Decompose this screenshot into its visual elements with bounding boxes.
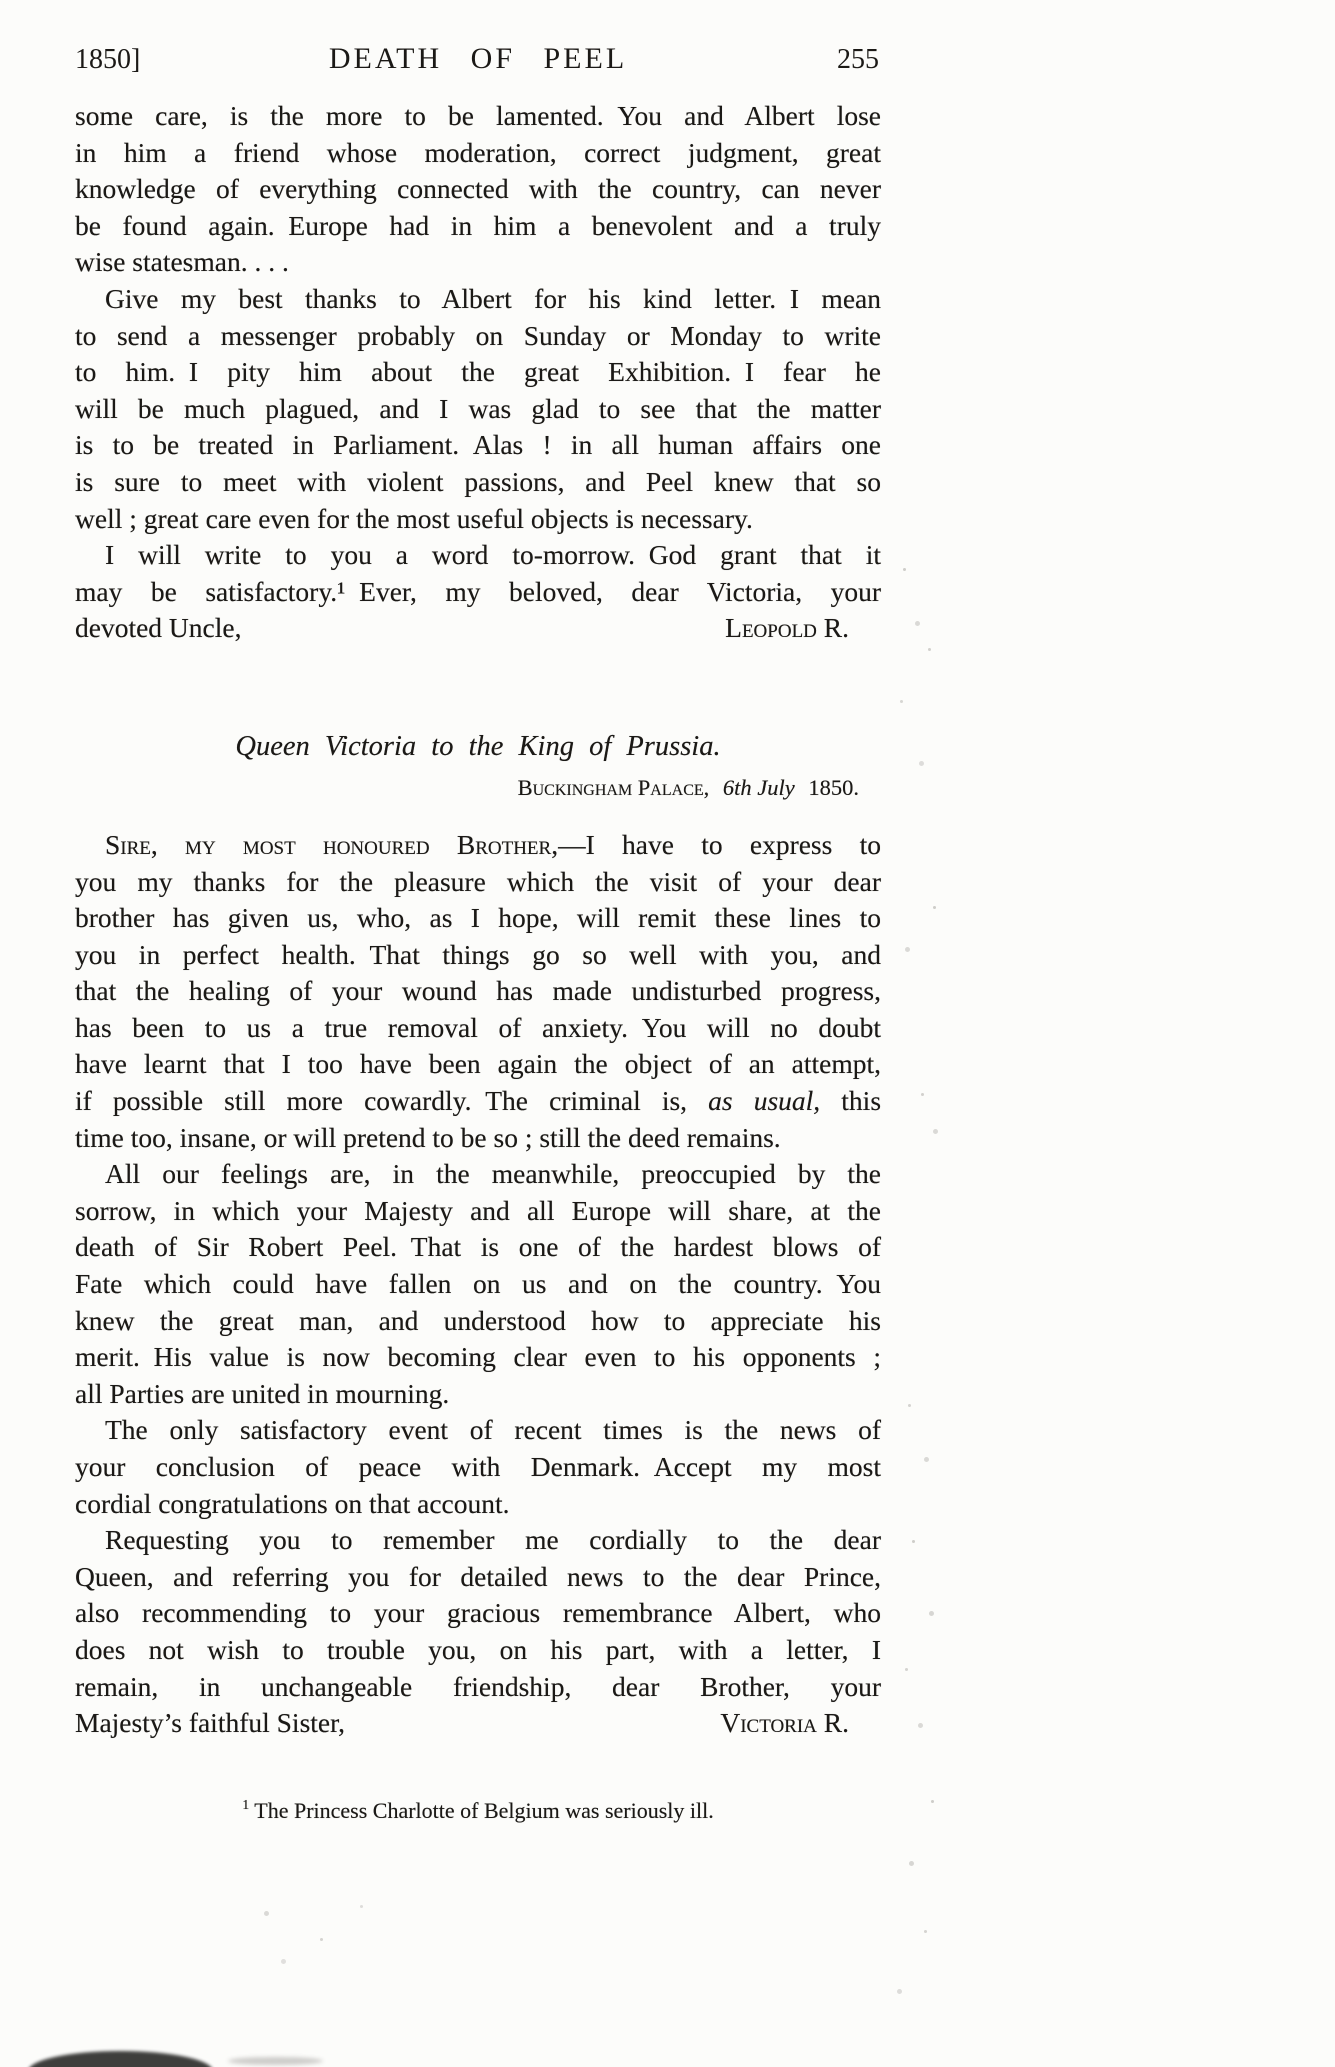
closing-line: Majesty’s faithful Sister,: [75, 1707, 346, 1739]
dateline: [75, 775, 881, 801]
text-line: Fate which could have fallen on us and on the country. You: [75, 1268, 881, 1300]
text-line: also recommending to your gracious remembrance Albert, who: [75, 1597, 881, 1629]
text-line: will be much plagued, and I was glad to see that the matter: [75, 392, 881, 424]
text-line: is sure to meet with violent passions, and Peel knew that so: [75, 465, 881, 497]
text-line: all Parties are united in mourning.: [75, 1377, 450, 1409]
text-line: you my thanks for the pleasure which the visit of your dear: [75, 865, 881, 897]
text-line: you in perfect health. That things go so well with you, and: [75, 938, 881, 970]
footnote: [75, 1798, 881, 1824]
text-segment: if possible still more cowardly. The criminal is,: [75, 1085, 709, 1117]
footnote-marker: 1: [242, 1798, 250, 1814]
text-line: in him a friend whose moderation, correct judgment, great: [75, 136, 881, 168]
letter-heading: Queen Victoria to the King of Prussia.: [235, 730, 721, 762]
page-body: [75, 98, 881, 1824]
text-line: Queen, and referring you for detailed news to the dear Prince,: [75, 1560, 881, 1592]
text-line: be found again. Europe had in him a benevolent and a truly: [75, 209, 881, 241]
paragraph: [75, 98, 881, 281]
text-line: does not wish to trouble you, on his part, with a letter, I: [75, 1633, 881, 1665]
text-line: have learnt that I too have been again the object of an attempt,: [75, 1048, 881, 1080]
paragraph: [75, 537, 881, 647]
text-line: The only satisfactory event of recent times is the news of: [105, 1414, 881, 1446]
text-line: well ; great care even for the most useful objects is necessary.: [75, 502, 753, 534]
text-line: to him. I pity him about the great Exhibition. I fear he: [75, 356, 881, 388]
paragraph: [75, 1412, 881, 1522]
text-line: has been to us a true removal of anxiety. You will no doubt: [75, 1011, 881, 1043]
dateline-place: Buckingham Palace,: [517, 774, 710, 800]
text-segment: Victoria R.: [720, 1707, 849, 1739]
text-segment: —I have to express to: [558, 828, 881, 860]
text-line: your conclusion of peace with Denmark. Accept my most: [75, 1451, 881, 1482]
text-line: time too, insane, or will pretend to be so ; still the deed remains.: [75, 1121, 781, 1153]
paragraph: [75, 827, 881, 1156]
scan-smudge-bottom: [28, 2051, 213, 2067]
text-line: sorrow, in which your Majesty and all Europe will share, at the: [75, 1194, 881, 1226]
signature: [720, 1705, 849, 1742]
letter-king-leopold: [75, 98, 881, 647]
letter-queen-victoria: [75, 827, 881, 1742]
text-line: [75, 1705, 881, 1742]
text-line: wise statesman. . . .: [75, 246, 289, 278]
text-column: [75, 0, 881, 1824]
footnote-text: The Princess Charlotte of Belgium was seriously ill.: [254, 1797, 714, 1823]
text-line: some care, is the more to be lamented. You and Albert lose: [75, 100, 881, 131]
paragraph: [75, 1522, 881, 1742]
text-line: [75, 827, 881, 864]
text-line: is to be treated in Parliament. Alas ! in all human affairs one: [75, 429, 881, 461]
text-segment: as usual,: [708, 1085, 821, 1117]
text-segment: this: [820, 1085, 882, 1117]
text-segment: Sire, my most honoured Brother,: [105, 828, 559, 860]
dateline-date: 6th July: [722, 774, 795, 800]
text-line: knowledge of everything connected with the country, can never: [75, 173, 881, 205]
closing-line: devoted Uncle,: [75, 612, 242, 644]
text-line: death of Sir Robert Peel. That is one of the hardest blows of: [75, 1231, 881, 1263]
text-line: All our feelings are, in the meanwhile, preoccupied by the: [105, 1158, 881, 1190]
text-line: [75, 1083, 881, 1120]
paragraph: [75, 1156, 881, 1412]
text-line: I will write to you a word to-morrow. God grant that it: [105, 539, 881, 571]
scan-smudge-bottom-light: [228, 2057, 323, 2065]
text-line: merit. His value is now becoming clear even to his opponents ;: [75, 1341, 881, 1373]
text-line: to send a messenger probably on Sunday or Monday to write: [75, 319, 881, 351]
text-line: Requesting you to remember me cordially to the dear: [105, 1524, 881, 1556]
text-line: may be satisfactory.¹ Ever, my beloved, dear Victoria, your: [75, 575, 881, 607]
running-head-title: DEATH OF PEEL: [328, 42, 628, 75]
text-segment: Leopold R.: [725, 612, 849, 644]
paragraph: [75, 281, 881, 537]
text-line: Give my best thanks to Albert for his kind letter. I mean: [105, 282, 881, 314]
text-line: that the healing of your wound has made undisturbed progress,: [75, 975, 881, 1007]
text-line: brother has given us, who, as I hope, will remit these lines to: [75, 902, 881, 934]
scan-noise-specks: [0, 0, 3, 3]
dateline-year: 1850.: [808, 774, 859, 800]
text-line: knew the great man, and understood how to appreciate his: [75, 1304, 881, 1336]
text-line: cordial congratulations on that account.: [75, 1487, 510, 1519]
running-head: [75, 0, 881, 84]
text-line: [75, 610, 881, 647]
running-head-page-number: 255: [837, 44, 879, 75]
signature: [725, 610, 849, 647]
running-head-year: 1850]: [75, 44, 141, 75]
text-line: remain, in unchangeable friendship, dear Brother, your: [75, 1670, 881, 1702]
